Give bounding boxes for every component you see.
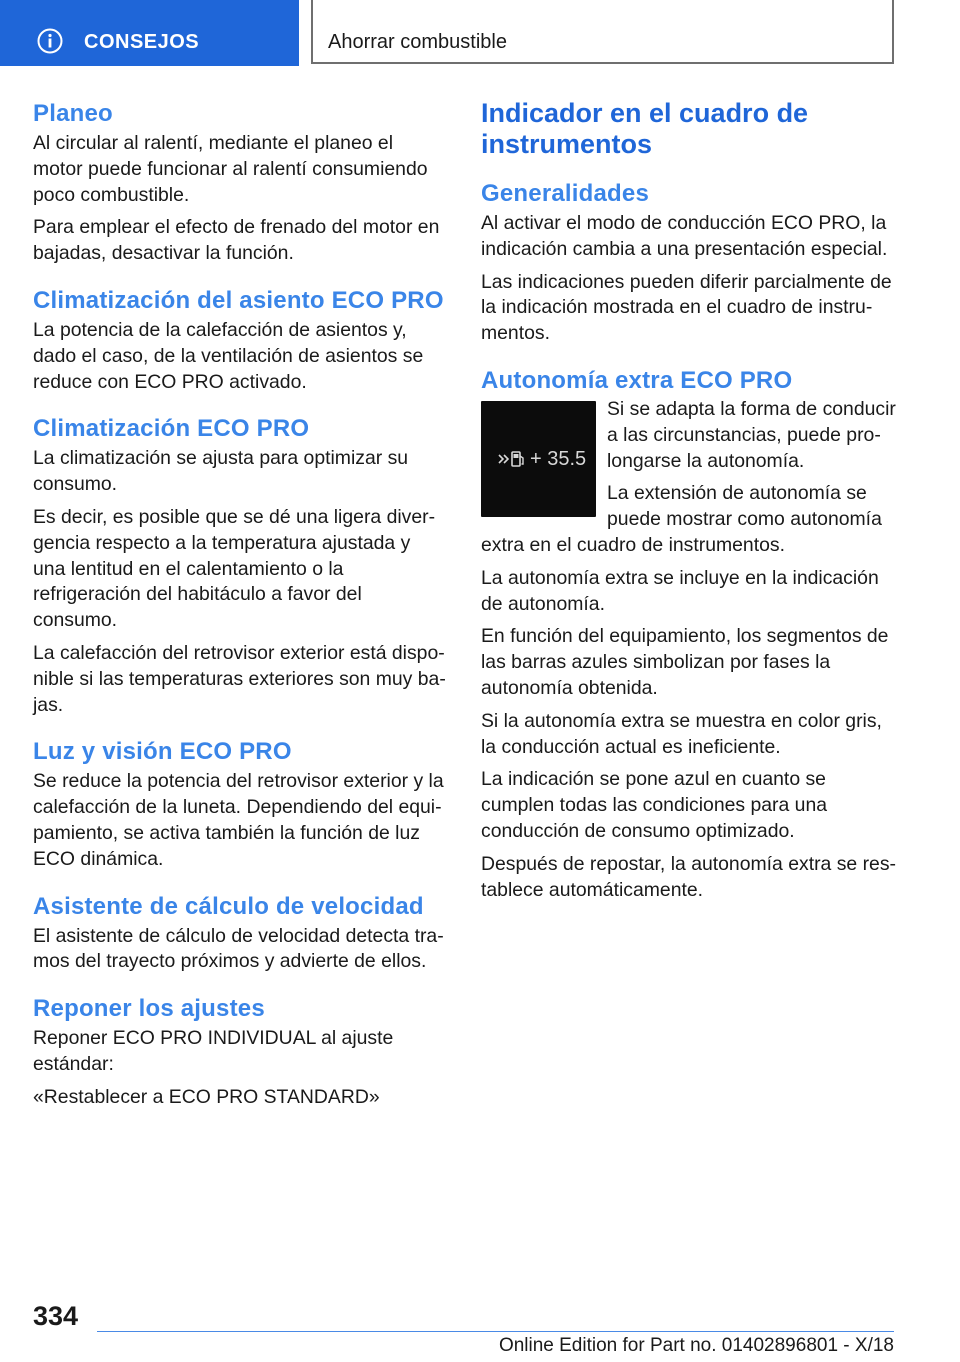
section-reset [33,993,447,1110]
section-heading: Climatización del asiento ECO PRO [33,286,444,314]
paragraph: La climatización se ajusta para optimizar su consumo. [33,447,409,496]
paragraph: Al circular al ralentí, mediante el planeo el motor puede funcionar al ralentí consumiendo poco combustible. [33,132,428,206]
left-column [33,98,447,1111]
paragraph: Al activar el modo de conducción ECO PRO, la indicación cambia a una presentación especial. [481,212,888,260]
page-number: 334 [33,1301,79,1331]
paragraph: Reponer ECO PRO INDIVIDUAL al ajuste estándar: [33,1027,394,1075]
paragraph: La autonomía extra se incluye en la indicación de autonomía. [481,566,879,615]
paragraph: El asistente de cálculo de velocidad detecta tramos del trayecto próximos y advierte de ellos. [33,924,444,973]
paragraph: La potencia de la calefacción de asientos y, dado el caso, de la ventilación de asientos se reduce con ECO PRO activado. [33,318,424,393]
section-heading: Asistente de cálculo de velocidad [33,892,424,920]
section-heading: Climatización ECO PRO [33,415,310,443]
paragraph: «Restablecer a ECO PRO STANDARD» [33,1085,380,1108]
paragraph: La extensión de autonomía se puede mostrar como autonomía extra en el cuadro de instrumentos. [481,482,882,556]
section-heading: Autonomía extra ECO PRO [481,366,793,394]
paragraph: Se reduce la potencia del retrovisor exterior y la calefacción de la luneta. Dependiendo del equipamiento, se activa también la función de luz ECO dinámica. [33,770,444,870]
section-general [481,178,897,347]
paragraph: Las indicaciones pueden diferir parcialmente de la indicación mostrada en el cuadro de instrumentos. [481,270,892,345]
chapter-title: Ahorrar combustible [328,31,507,53]
fuel-pump-icon [511,450,525,468]
paragraph: La indicación se pone azul en cuanto se cumplen todas las condiciones para una conducción de consumo optimizado. [481,768,828,842]
section-tab[interactable] [0,0,299,66]
section-heading: Luz y visión ECO PRO [33,738,292,766]
right-column [481,98,897,903]
paragraph: Después de repostar, la autonomía extra se restablece automáticamente. [481,852,896,901]
info-icon [37,28,63,54]
section-tab-label: CONSEJOS [84,31,200,53]
footer-divider [97,1331,894,1332]
section-heading: Planeo [33,100,113,127]
section-seat-climate [33,285,447,395]
section-indicator [481,98,897,160]
chapter-header [311,0,894,64]
paragraph: Si se adapta la forma de conducir a las circunstancias, puede prolongarse la autonomía. [607,397,896,472]
instrument-cluster-image [481,401,596,517]
paragraph: Si la autonomía extra se muestra en color gris, la conducción actual es ineficiente. [481,709,882,758]
section-speed-assistant [33,891,447,976]
extra-range-value: + 35.5 [530,447,587,470]
section-light-vision [33,736,447,872]
section-climate [33,413,447,718]
edition-note: Online Edition for Part no. 01402896801 - X/18 [498,1335,894,1356]
double-chevron-icon [498,454,510,464]
section-heading: Generalidades [481,180,650,207]
paragraph: Para emplear el efecto de frenado del motor en bajadas, desactivar la función. [33,216,440,265]
paragraph: La calefacción del retrovisor exterior está disponible si las temperaturas exteriores son muy bajas. [33,641,446,716]
paragraph: Es decir, es posible que se dé una ligera divergencia respecto a la temperatura ajustada y una lentitud en el calentamiento o la refrigeración del habitáculo a favor del consumo. [33,505,436,632]
page-title: Indicador en el cuadro de instrumentos [481,98,809,159]
paragraph: En función del equipamiento, los segmentos de las barras azules simbolizan por fases la autonomía obtenida. [481,625,889,699]
section-planeo [33,98,447,267]
section-heading: Reponer los ajustes [33,995,265,1023]
section-extra-range [481,365,897,903]
